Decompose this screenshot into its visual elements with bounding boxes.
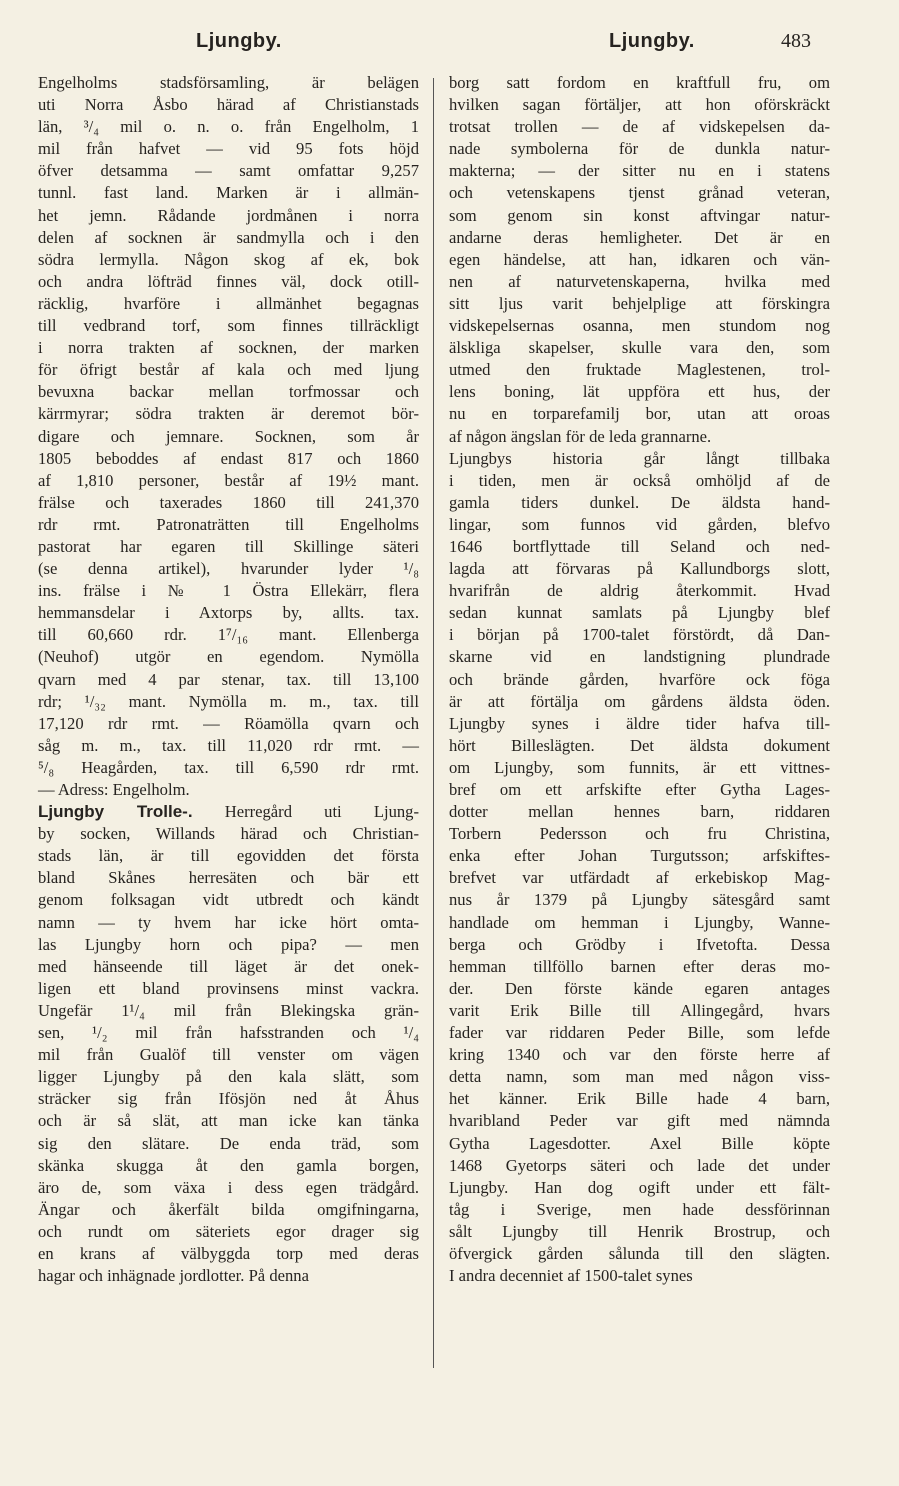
text-line: egen händelse, att han, idkaren och vän- xyxy=(449,249,830,269)
text-line: fader var riddaren Peder Bille, som lefde xyxy=(449,1023,830,1043)
text-line: kärrmyrar; södra trakten är deremot bör- xyxy=(38,404,419,424)
text-line: hvaribland Peder var gift med nämnda xyxy=(449,1111,830,1131)
text-line: i början på 1700-talet förstördt, då Dan- xyxy=(449,625,830,645)
text-line: lens boning, lät uppföra ett hus, der xyxy=(449,382,830,402)
text-line: Gytha Lagesdotter. Axel Bille köpte xyxy=(449,1133,830,1153)
text-line: nu en torparefamilj bor, utan att oroas xyxy=(449,404,830,424)
text-line: gamla tiders dunkel. De äldsta hand- xyxy=(449,492,830,512)
column-divider xyxy=(433,78,434,1368)
text-line: af någon ängslan för de leda grannarne. xyxy=(449,426,712,446)
text-line: och är så slät, att man icke kan tänka xyxy=(38,1111,419,1131)
text-line: ins. frälse i № 1 Östra Ellekärr, flera xyxy=(38,581,419,601)
text-line: mil från hafvet — vid 95 fots höjd xyxy=(38,139,419,159)
text-line: om Ljungby, som funnits, är ett vittnes- xyxy=(449,757,830,777)
text-line: vidskepelsernas osanna, men stundom nog xyxy=(449,316,830,336)
text-line: län, ³/₄ mil o. n. o. från Engelholm, 1 xyxy=(38,117,419,137)
text-line: genom folksagan vidt utbredt och kändt xyxy=(38,890,419,910)
text-line: (se denna artikel), hvarunder lyder ¹/₈ xyxy=(38,559,419,579)
text-line: skänka skugga åt den gamla borgen, xyxy=(38,1155,419,1175)
text-line: och brände gården, hvarföre ock föga xyxy=(449,669,830,689)
text-line: och rundt om säteriets egor drager sig xyxy=(38,1221,419,1241)
left-running-title: Ljungby. xyxy=(196,30,282,52)
text-line: Torbern Pedersson och fru Christina, xyxy=(449,824,830,844)
text-line: till vedbrand torf, som finnes tillräckligt xyxy=(38,316,419,336)
text-line: uti Norra Åsbo härad af Christianstads xyxy=(38,95,419,115)
text-line: varit Erik Bille till Allingegård, hvars xyxy=(449,1000,830,1020)
text-line: och vetenskapens tjenst grånad veteran, xyxy=(449,183,830,203)
text-line: sträcker sig från Ifösjön ned åt Åhus xyxy=(38,1089,419,1109)
text-line: het känner. Erik Bille hade 4 barn, xyxy=(449,1089,830,1109)
text-line: namn — ty hvem har icke hört omta- xyxy=(38,912,419,932)
text-line: till 60,660 rdr. 1⁷/₁₆ mant. Ellenberga xyxy=(38,625,419,645)
text-line: delen af socknen är sandmylla och i den xyxy=(38,227,419,247)
text-line: (Neuhof) utgör en egendom. Nymölla xyxy=(38,647,419,667)
text-line: detta namn, som man med någon viss- xyxy=(449,1067,830,1087)
text-line: med hänseende till läget är det onek- xyxy=(38,956,419,976)
text-line: lingar, som funnos vid gården, blefvo xyxy=(449,514,830,534)
text-line: öfvergick gården sålunda till den slägten. xyxy=(449,1243,830,1263)
text-line: hvilken sagan förtäljer, att hon oförskräckt xyxy=(449,95,830,115)
text-line: sitt ljus varit behjelplige att förskingra xyxy=(449,293,830,313)
text-line: som genom sin konst aftvingar natur- xyxy=(449,205,830,225)
text-line: i norra trakten af socknen, der marken xyxy=(38,338,419,358)
text-line: 1468 Gyetorps säteri och lade det under xyxy=(449,1155,830,1175)
text-line: hagar och inhägnade jordlotter. På denna xyxy=(38,1266,309,1286)
text-line: Ängar och åkerfält bilda omgifningarna, xyxy=(38,1199,419,1219)
text-line: andarne deras hemligheter. Det är en xyxy=(449,227,830,247)
text-line: sen, ¹/₂ mil från hafsstranden och ¹/₄ xyxy=(38,1023,419,1043)
text-line: nen af naturvetenskaperna, hvilka med xyxy=(449,271,830,291)
text-line: — Adress: Engelholm. xyxy=(38,780,190,799)
text-line: hemmansdelar i Axtorps by, allts. tax. xyxy=(38,603,419,623)
entry-headword: Ljungby Trolle-. xyxy=(38,802,193,822)
text-line: dotter mellan hennes barn, riddaren xyxy=(449,802,830,822)
text-line: i tiden, men är också omhöljd af de xyxy=(449,470,830,490)
text-line: älskliga skapelser, skulle vara den, som xyxy=(449,338,830,358)
text-line: södra lermylla. Någon skog af ek, bok xyxy=(38,249,419,269)
text-line: och andra löfträd finnes väl, dock otill- xyxy=(38,271,419,291)
text-line: kring 1340 och var den förste herre af xyxy=(449,1045,830,1065)
text-line: hvarifrån de aldrig återkommit. Hvad xyxy=(449,581,830,601)
text-line: het jemn. Rådande jordmånen i norra xyxy=(38,205,419,225)
left-text-column xyxy=(38,72,419,1287)
text-line: handlade om hemman i Ljungby, Wanne- xyxy=(449,912,830,932)
text-line: 1805 beboddes af endast 817 och 1860 xyxy=(38,448,419,468)
text-line: stads län, är till egovidden det första xyxy=(38,846,419,866)
text-line: nus år 1379 på Ljungby sätesgård samt xyxy=(449,890,830,910)
text-line: brefvet var utfärdadt af erkebiskop Mag- xyxy=(449,868,830,888)
text-line: enka efter Johan Turgutsson; arfskiftes- xyxy=(449,846,830,866)
text-line: hemman tillföllo barnen efter deras mo- xyxy=(449,956,830,976)
text-line: bevuxna backar mellan torfmossar och xyxy=(38,382,419,402)
text-line: ligen ett bland provinsens minst vackra. xyxy=(38,978,419,998)
text-line: ligger Ljungby på den kala slätt, som xyxy=(38,1067,419,1087)
text-line: lagda att förvaras på Kallundborgs slott, xyxy=(449,559,830,579)
text-line: sedan kunnat samlats på Ljungby blef xyxy=(449,603,830,623)
right-text-column xyxy=(449,72,830,1287)
text-line: äro de, som växa i dess egen trädgård. xyxy=(38,1177,419,1197)
text-line: Ungefär 1¹/₄ mil från Blekingska grän- xyxy=(38,1000,419,1020)
text-line: sig den slätare. De enda träd, som xyxy=(38,1133,419,1153)
text-line: räcklig, hvarföre i allmänhet begagnas xyxy=(38,293,419,313)
text-line: såg m. m., tax. till 11,020 rdr rmt. — xyxy=(38,735,419,755)
text-line: bland Skånes herresäten och bär ett xyxy=(38,868,419,888)
text-line: bref om ett arfskifte efter Gytha Lages- xyxy=(449,780,830,799)
text-line: rdr; ¹/₃₂ mant. Nymölla m. m., tax. till xyxy=(38,691,419,711)
text-line: digare och jemnare. Socknen, som år xyxy=(38,426,419,446)
text-line: I andra decenniet af 1500-talet synes xyxy=(449,1266,693,1286)
text-line: är att förtälja om gårdens äldsta öden. xyxy=(449,691,830,711)
text-line: en krans af välbyggda torp med deras xyxy=(38,1243,419,1263)
text-line: berga och Grödby i Ifvetofta. Dessa xyxy=(449,934,830,954)
text-line: qvarn med 4 par stenar, tax. till 13,100 xyxy=(38,669,419,689)
text-line: makterna; — der sitter nu en i statens xyxy=(449,161,830,181)
text-line: Engelholms stadsförsamling, är belägen xyxy=(38,73,419,92)
text-line: Ljungby synes i äldre tider hafva till- xyxy=(449,713,830,733)
text-line: öfver detsamma — samt omfattar 9,257 xyxy=(38,161,419,181)
text-line: tåg i Sverige, men hade dessförinnan xyxy=(449,1199,830,1219)
text-line: Ljungby. Han dog ogift under ett fält- xyxy=(449,1177,830,1197)
text-line: sålt Ljungby till Henrik Brostrup, och xyxy=(449,1221,830,1241)
text-line: af 1,810 personer, består af 19½ mant. xyxy=(38,470,419,490)
right-running-title: Ljungby. xyxy=(609,30,695,52)
text-line: der. Den förste kände egaren antages xyxy=(449,978,830,998)
text-line: utmed den fruktade Maglestenen, trol- xyxy=(449,360,830,380)
text-line: pastorat har egaren till Skillinge säteri xyxy=(38,536,419,556)
page-number: 483 xyxy=(781,30,811,52)
text-line: för öfrigt består af kala och med ljung xyxy=(38,360,419,380)
text-line: ⁵/₈ Heagården, tax. till 6,590 rdr rmt. xyxy=(38,757,419,777)
text-line: tunnl. fast land. Marken är i allmän- xyxy=(38,183,419,203)
text-line: frälse och taxerades 1860 till 241,370 xyxy=(38,492,419,512)
text-line: skarne vid en landstigning plundrade xyxy=(449,647,830,667)
text-line: Ljungby Trolle-. Herregård uti Ljung- xyxy=(38,802,419,822)
text-line: borg satt fordom en kraftfull fru, om xyxy=(449,73,830,92)
text-line: trotsat trollen — de af vidskepelsen da- xyxy=(449,117,830,137)
text-line: mil från Gualöf till venster om vägen xyxy=(38,1045,419,1065)
text-line: Ljungbys historia går långt tillbaka xyxy=(449,448,830,468)
text-line: 1646 bortflyttade till Seland och ned- xyxy=(449,536,830,556)
text-line: las Ljungby horn och pipa? — men xyxy=(38,934,419,954)
text-line: 17,120 rdr rmt. — Röamölla qvarn och xyxy=(38,713,419,733)
text-line: hört Billeslägten. Det äldsta dokument xyxy=(449,735,830,755)
text-line: rdr rmt. Patronaträtten till Engelholms xyxy=(38,514,419,534)
text-line: nade symbolerna för de dunkla natur- xyxy=(449,139,830,159)
page-header xyxy=(38,30,848,60)
text-line: by socken, Willands härad och Christian- xyxy=(38,824,419,844)
